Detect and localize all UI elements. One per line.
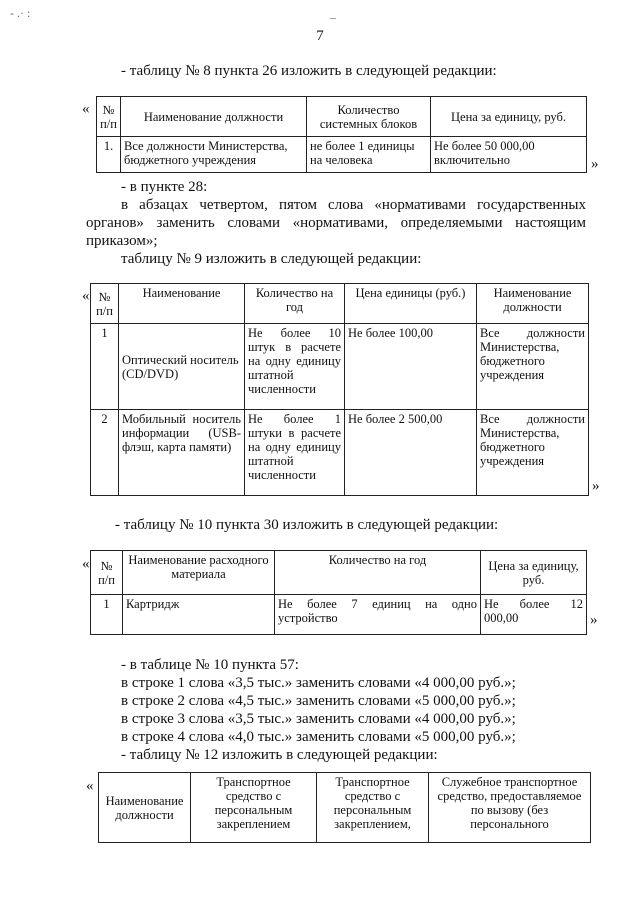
open-quote: « <box>82 101 90 117</box>
table9-cell: Не более 100,00 <box>345 324 477 410</box>
table12-header: Транспортное средство с персональным закреплением, <box>317 773 429 843</box>
table8-header: № п/п <box>97 97 121 137</box>
point57-line: в строке 1 слова «3,5 тыс.» заменить словами «4 000,00 руб.»; <box>121 675 516 691</box>
close-quote: » <box>591 156 599 172</box>
page-number: 7 <box>316 28 324 44</box>
table10-cell: Картридж <box>123 595 275 635</box>
intro-table8: - таблицу № 8 пункта 26 изложить в следующей редакции: <box>121 63 497 79</box>
table8-header: Количество системных блоков <box>307 97 431 137</box>
scan-mark-dash: – <box>330 10 336 24</box>
table8-cell: не более 1 единицы на человека <box>307 137 431 173</box>
table10-header: № п/п <box>91 551 123 595</box>
table9-header: Количество на год <box>245 284 345 324</box>
intro-table10: - таблицу № 10 пункта 30 изложить в следующей редакции: <box>115 517 499 533</box>
point57-line: в строке 4 слова «4,0 тыс.» заменить словами «5 000,00 руб.»; <box>121 729 516 745</box>
close-quote: » <box>592 478 600 494</box>
table10-cell: Не более 7 единиц на одно устройство <box>275 595 481 635</box>
scan-mark: - .· : <box>10 6 31 20</box>
table9-header: Наименование <box>119 284 245 324</box>
table9-cell: Не более 1 штуки в расчете на одну единицу штатной численности <box>245 410 345 496</box>
table9-cell: Все должности Министерства, бюджетного учреждения <box>477 324 589 410</box>
table-12 <box>98 772 591 843</box>
table-row <box>91 410 589 496</box>
table9-header: Цена единицы (руб.) <box>345 284 477 324</box>
close-quote: » <box>590 612 598 628</box>
point28-text: в абзацах четвертом, пятом слова «нормативами государственных органов» заменить словами «нормативами, определяемыми настоящим приказом»; <box>86 197 586 249</box>
point57-line: - в таблице № 10 пункта 57: <box>121 657 299 673</box>
point57-line: - таблицу № 12 изложить в следующей редакции: <box>121 747 438 763</box>
table8-header: Цена за единицу, руб. <box>431 97 587 137</box>
table-row <box>91 595 587 635</box>
table-8 <box>96 96 587 173</box>
table12-header: Наименование должности <box>99 773 191 843</box>
table-9 <box>90 283 589 496</box>
table10-cell: Не более 12 000,00 <box>481 595 587 635</box>
point28-title: - в пункте 28: <box>121 179 208 195</box>
table9-cell: Не более 2 500,00 <box>345 410 477 496</box>
table9-cell: 1 <box>91 324 119 410</box>
open-quote: « <box>86 778 94 794</box>
table9-cell: Мобильный носитель информации (USB-флэш, карта памяти) <box>119 410 245 496</box>
table9-header: Наименование должности <box>477 284 589 324</box>
point57-line: в строке 3 слова «3,5 тыс.» заменить словами «4 000,00 руб.»; <box>121 711 516 727</box>
table9-cell: Оптический носитель (CD/DVD) <box>119 324 245 410</box>
table-10 <box>90 550 587 635</box>
table8-header: Наименование должности <box>121 97 307 137</box>
table-row <box>91 324 589 410</box>
table10-header: Наименование расходного материала <box>123 551 275 595</box>
point57-line: в строке 2 слова «4,5 тыс.» заменить словами «5 000,00 руб.»; <box>121 693 516 709</box>
table9-cell: Все должности Министерства, бюджетного учреждения <box>477 410 589 496</box>
table-row <box>97 137 587 173</box>
table12-header: Транспортное средство с персональным закреплением <box>191 773 317 843</box>
open-quote: « <box>82 556 90 572</box>
intro-table9: таблицу № 9 изложить в следующей редакции: <box>121 251 422 267</box>
table10-header: Количество на год <box>275 551 481 595</box>
table9-cell: Не более 10 штук в расчете на одну единицу штатной численности <box>245 324 345 410</box>
table8-cell: 1. <box>97 137 121 173</box>
table8-cell: Не более 50 000,00 включительно <box>431 137 587 173</box>
table10-header: Цена за единицу, руб. <box>481 551 587 595</box>
table8-cell: Все должности Министерства, бюджетного учреждения <box>121 137 307 173</box>
table9-header: № п/п <box>91 284 119 324</box>
table12-header: Служебное транспортное средство, предоставляемое по вызову (без персонального <box>429 773 591 843</box>
table9-cell: 2 <box>91 410 119 496</box>
open-quote: « <box>82 288 90 304</box>
table10-cell: 1 <box>91 595 123 635</box>
